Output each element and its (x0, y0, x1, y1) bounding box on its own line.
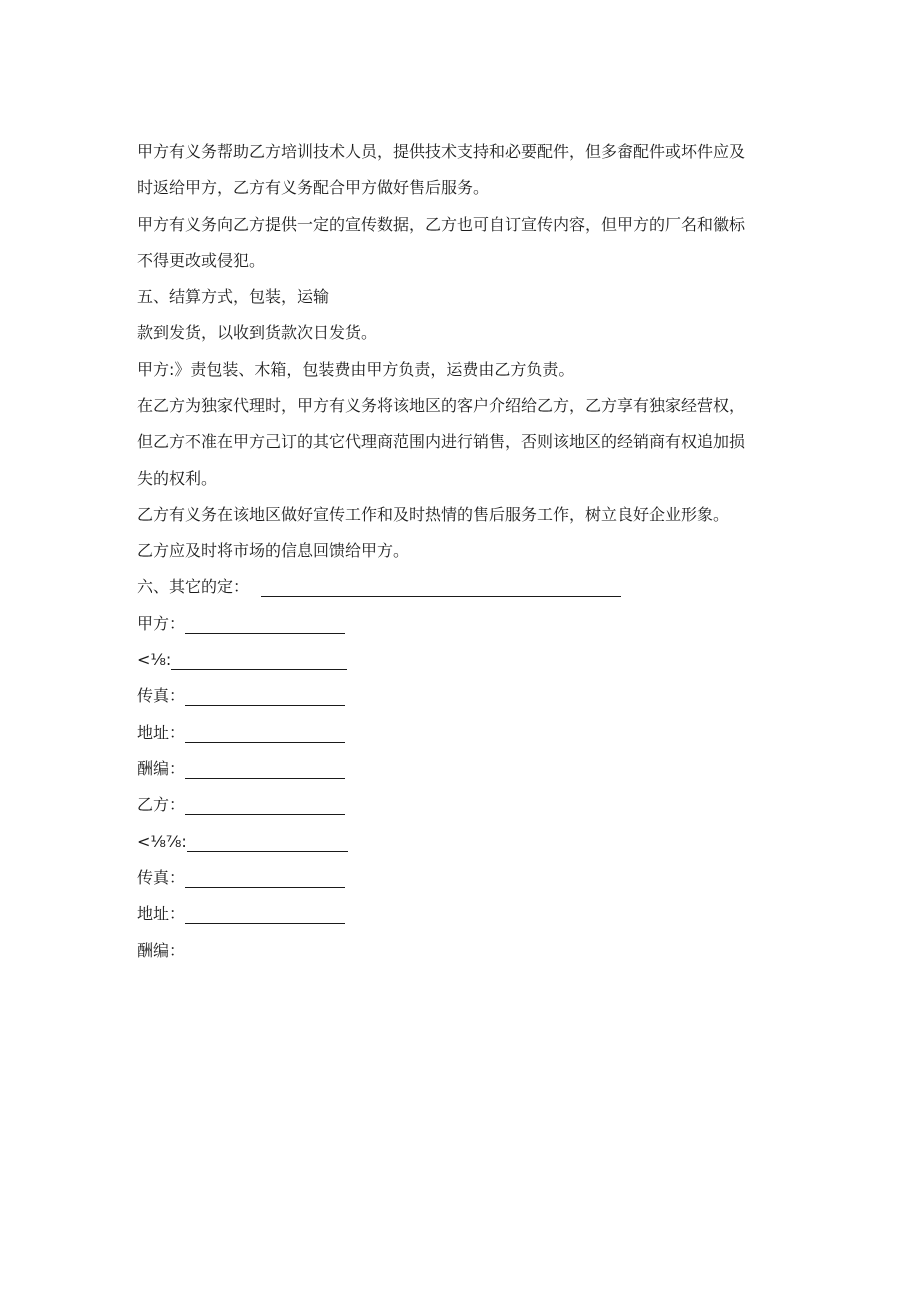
party-a-phone-row (137, 650, 347, 670)
party-a-row (137, 614, 345, 634)
other-terms-blank[interactable] (261, 580, 621, 597)
party-b-address-label: 地址： (137, 904, 186, 923)
party-a-phone-label: <⅛: (137, 650, 172, 669)
party-b-fax-row (137, 868, 345, 888)
other-terms-row (137, 577, 621, 597)
party-a-postcode-blank[interactable] (185, 762, 345, 779)
party-b-label: 乙方： (137, 795, 186, 814)
other-terms-label: 六、其它的定： (137, 577, 250, 596)
paragraph-line: 甲方有义务帮助乙方培训技术人员，提供技术支持和必要配件，但多畲配件或坏件应及 (137, 142, 746, 161)
party-a-address-row (137, 723, 345, 743)
party-b-fax-blank[interactable] (185, 871, 345, 888)
party-b-phone-row (137, 832, 348, 852)
party-a-address-label: 地址： (137, 723, 186, 742)
paragraph-line: 甲方有义务向乙方提供一定的宣传数据，乙方也可自订宣传内容，但甲方的厂名和徽标 (137, 215, 746, 234)
party-a-label: 甲方： (137, 614, 186, 633)
paragraph-line: 时返给甲方，乙方有义务配合甲方做好售后服务。 (137, 178, 490, 197)
party-a-blank[interactable] (185, 617, 345, 634)
party-b-phone-blank[interactable] (187, 835, 348, 852)
section-heading: 五、结算方式，包装，运输 (137, 287, 330, 306)
party-a-fax-label: 传真： (137, 686, 186, 705)
party-b-postcode-label: 酬编： (137, 941, 186, 960)
party-b-address-row (137, 904, 345, 924)
paragraph-line: 但乙方不准在甲方己订的其它代理商范围内进行销售，否则该地区的经销商有权追加损 (137, 432, 746, 451)
party-b-row (137, 795, 345, 815)
party-b-blank[interactable] (185, 798, 345, 815)
party-a-fax-blank[interactable] (185, 689, 345, 706)
party-a-postcode-label: 酬编： (137, 759, 186, 778)
paragraph-line: 款到发货，以收到货款次日发货。 (137, 323, 378, 342)
party-a-fax-row (137, 686, 345, 706)
party-b-fax-label: 传真： (137, 868, 186, 887)
paragraph-line: 在乙方为独家代理时，甲方有义务将该地区的客户介绍给乙方，乙方享有独家经营权， (137, 396, 746, 415)
party-b-postcode-row (137, 941, 185, 961)
paragraph-line: 甲方:》责包装、木箱，包装费由甲方负责，运费由乙方负责。 (137, 360, 575, 379)
party-a-address-blank[interactable] (185, 726, 345, 743)
paragraph-line: 乙方有义务在该地区做好宣传工作和及时热情的售后服务工作，树立良好企业形象。 (137, 505, 730, 524)
party-b-address-blank[interactable] (185, 907, 345, 924)
paragraph-line: 不得更改或侵犯。 (137, 251, 266, 270)
paragraph-line: 失的权利。 (137, 469, 218, 488)
party-a-phone-blank[interactable] (171, 653, 347, 670)
party-a-postcode-row (137, 759, 345, 779)
paragraph-line: 乙方应及时将市场的信息回馈给甲方。 (137, 541, 410, 560)
party-b-phone-label: <⅛⅞: (137, 832, 187, 851)
